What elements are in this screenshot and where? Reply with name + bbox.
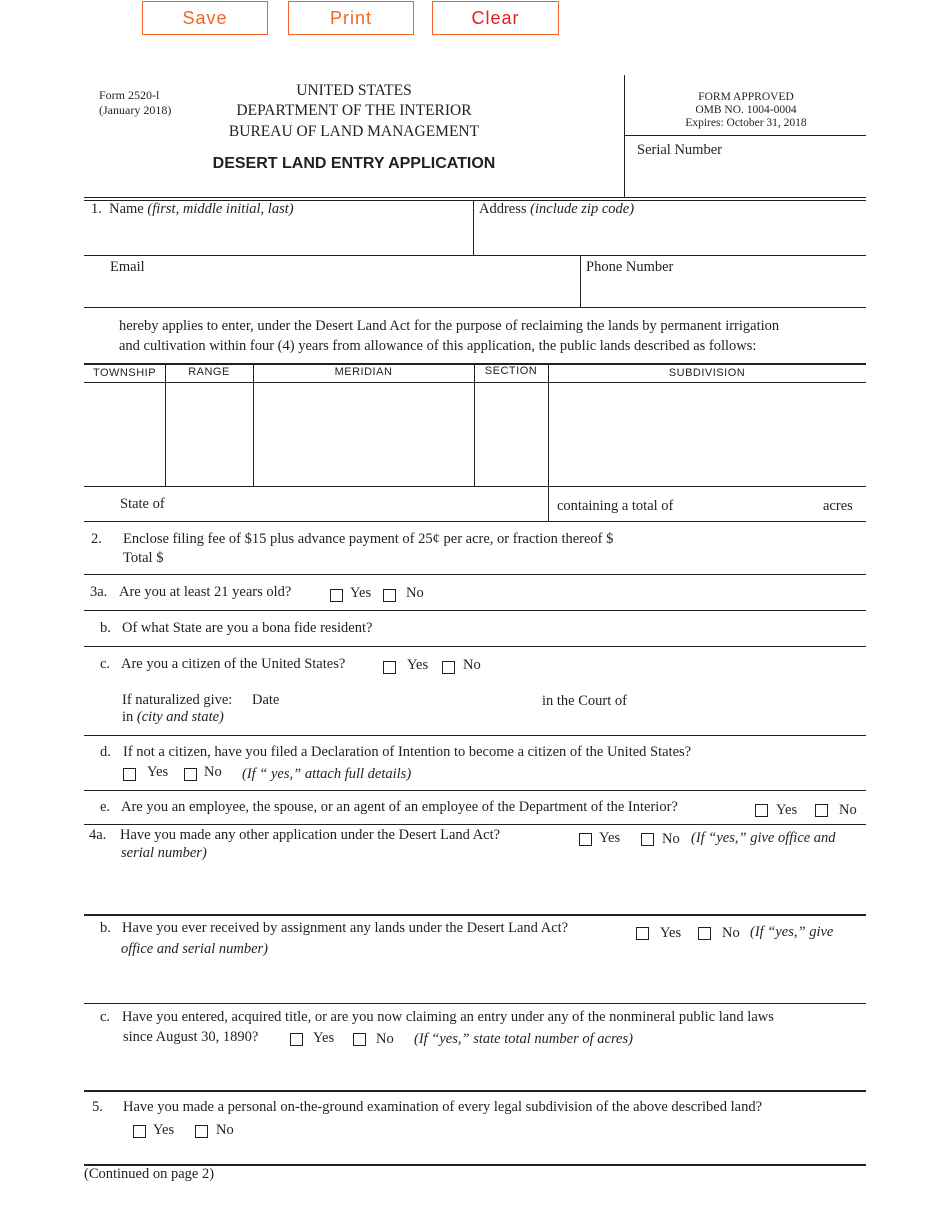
q3e-number: e. xyxy=(100,799,111,815)
rule xyxy=(84,382,866,383)
q3e-yes-checkbox[interactable] xyxy=(755,804,768,817)
q4c-no-label: No xyxy=(376,1031,394,1047)
advance-payment-input[interactable] xyxy=(650,529,860,551)
q3c-yes-checkbox[interactable] xyxy=(383,661,396,674)
form-title: DESERT LAND ENTRY APPLICATION xyxy=(212,155,496,172)
q4b-number: b. xyxy=(100,920,111,936)
form-date: (January 2018) xyxy=(99,103,172,117)
rule xyxy=(84,610,866,611)
rule xyxy=(474,365,475,487)
form-approved: FORM APPROVED xyxy=(698,91,794,103)
continued-note: (Continued on page 2) xyxy=(84,1166,215,1182)
rule xyxy=(84,574,866,575)
rule xyxy=(84,914,866,916)
col-section: SECTION xyxy=(484,365,538,377)
q3d-yes-label: Yes xyxy=(147,764,169,780)
q4c-number: c. xyxy=(100,1009,111,1025)
q3c-text: Are you a citizen of the United States? xyxy=(121,656,346,672)
rule xyxy=(84,1003,866,1004)
q3d-no-label: No xyxy=(204,764,222,780)
col-range: RANGE xyxy=(188,366,230,378)
section-input[interactable] xyxy=(477,386,545,482)
address-input[interactable] xyxy=(479,224,859,250)
rule xyxy=(84,824,866,825)
q3d-no-checkbox[interactable] xyxy=(184,768,197,781)
rule xyxy=(84,255,866,256)
q4b-text: Have you ever received by assignment any lands under the Desert Land Act? xyxy=(122,920,569,936)
total-fee-input[interactable] xyxy=(172,549,372,569)
q3d-hint: (If “ yes,” attach full details) xyxy=(242,766,412,782)
q3a-yes-label: Yes xyxy=(350,585,372,601)
form-number: Form 2520-l xyxy=(99,88,160,102)
rule xyxy=(84,790,866,791)
naturalization-date-label: Date xyxy=(252,692,280,708)
q5-number: 5. xyxy=(92,1099,103,1115)
q3d-text: If not a citizen, have you filed a Declaration of Intention to become a citizen of the United States? xyxy=(123,744,692,760)
phone-label: Phone Number xyxy=(586,259,674,275)
rule xyxy=(580,255,581,307)
total-acres-input[interactable] xyxy=(688,496,818,518)
q4a-number: 4a. xyxy=(89,827,107,843)
print-button[interactable]: Print xyxy=(288,1,414,35)
email-label: Email xyxy=(110,259,145,275)
rule xyxy=(84,646,866,647)
q3e-text: Are you an employee, the spouse, or an agent of an employee of the Department of the Interior? xyxy=(121,799,678,815)
omb-expiration: Expires: October 31, 2018 xyxy=(685,117,807,129)
q2-total-label: Total $ xyxy=(123,550,164,566)
q3e-yes-label: Yes xyxy=(776,802,798,818)
rule xyxy=(84,735,866,736)
subdivision-input[interactable] xyxy=(551,386,863,482)
resident-state-input[interactable] xyxy=(400,618,860,640)
q4a-details-input[interactable] xyxy=(121,867,861,909)
rule xyxy=(473,200,474,255)
address-label: Address (include zip code) xyxy=(479,201,635,217)
clear-button[interactable]: Clear xyxy=(432,1,559,35)
q4b-details-input[interactable] xyxy=(121,962,861,998)
q4c-text-1: Have you entered, acquired title, or are you now claiming an entry under any of the nonmineral public land laws xyxy=(122,1009,774,1025)
q3b-text: Of what State are you a bona fide resident? xyxy=(122,620,373,636)
range-input[interactable] xyxy=(168,386,250,482)
q2-number: 2. xyxy=(91,531,102,547)
phone-input[interactable] xyxy=(586,278,859,304)
q4a-yes-label: Yes xyxy=(599,830,621,846)
court-location-label: in (city and state) xyxy=(122,709,224,725)
rule xyxy=(253,365,254,487)
q3c-no-checkbox[interactable] xyxy=(442,661,455,674)
q5-yes-checkbox[interactable] xyxy=(133,1125,146,1138)
email-input[interactable] xyxy=(111,278,573,304)
q3d-yes-checkbox[interactable] xyxy=(123,768,136,781)
q2-text: Enclose filing fee of $15 plus advance payment of 25¢ per acre, or fraction thereof $ xyxy=(123,531,614,547)
header-divider xyxy=(624,75,625,198)
save-button[interactable]: Save xyxy=(142,1,268,35)
q3b-number: b. xyxy=(100,620,111,636)
serial-number-label: Serial Number xyxy=(637,142,722,158)
rule xyxy=(84,197,866,198)
q4a-no-label: No xyxy=(662,831,680,847)
q4c-hint: (If “yes,” state total number of acres) xyxy=(414,1031,633,1047)
q4b-hint-2: office and serial number) xyxy=(121,941,268,957)
intro-line-1: hereby applies to enter, under the Desert Land Act for the purpose of reclaiming the lands by permanent irrigation xyxy=(119,318,780,334)
q3c-number: c. xyxy=(100,656,111,672)
township-input[interactable] xyxy=(87,386,162,482)
q1-name-label: 1. Name (first, middle initial, last) xyxy=(91,201,294,217)
q4c-yes-checkbox[interactable] xyxy=(290,1033,303,1046)
q5-text: Have you made a personal on-the-ground examination of every legal subdivision of the above described land? xyxy=(123,1099,762,1115)
rule xyxy=(84,1090,866,1092)
state-of-label: State of xyxy=(120,496,165,512)
q4b-yes-checkbox[interactable] xyxy=(636,927,649,940)
col-meridian: MERIDIAN xyxy=(334,366,393,378)
q4b-yes-label: Yes xyxy=(660,925,682,941)
meridian-input[interactable] xyxy=(256,386,471,482)
q5-yes-label: Yes xyxy=(153,1122,175,1138)
q4a-no-checkbox[interactable] xyxy=(641,833,654,846)
q3e-no-label: No xyxy=(839,802,857,818)
q4c-text-2: since August 30, 1890? xyxy=(123,1029,259,1045)
serial-number-input[interactable] xyxy=(637,162,857,190)
naturalization-date-input[interactable] xyxy=(290,690,535,712)
rule xyxy=(548,365,549,522)
q5-no-checkbox[interactable] xyxy=(195,1125,208,1138)
rule xyxy=(165,365,166,487)
q4b-no-checkbox[interactable] xyxy=(698,927,711,940)
agency-line-2: DEPARTMENT OF THE INTERIOR xyxy=(236,102,472,119)
q3c-no-label: No xyxy=(463,657,481,673)
rule xyxy=(84,307,866,308)
q4a-hint-1: (If “yes,” give office and xyxy=(691,830,836,846)
q4b-no-label: No xyxy=(722,925,740,941)
q3a-no-label: No xyxy=(406,585,424,601)
q4a-text: Have you made any other application under the Desert Land Act? xyxy=(120,827,501,843)
q4c-no-checkbox[interactable] xyxy=(353,1033,366,1046)
q3a-number: 3a. xyxy=(90,584,108,600)
col-subdivision: SUBDIVISION xyxy=(668,367,746,379)
q4c-details-input[interactable] xyxy=(121,1053,861,1087)
rule xyxy=(84,521,866,522)
q4b-hint-1: (If “yes,” give xyxy=(750,924,834,940)
intro-line-2: and cultivation within four (4) years from allowance of this application, the public lands described as follows: xyxy=(119,338,757,354)
agency-line-3: BUREAU OF LAND MANAGEMENT xyxy=(228,123,480,140)
name-input[interactable] xyxy=(92,224,468,250)
rule xyxy=(624,135,866,136)
q4a-hint-2: serial number) xyxy=(121,845,207,861)
court-label: in the Court of xyxy=(542,693,627,709)
q4c-yes-label: Yes xyxy=(313,1030,335,1046)
q5-no-label: No xyxy=(216,1122,234,1138)
q3a-yes-checkbox[interactable] xyxy=(330,589,343,602)
naturalized-label: If naturalized give: xyxy=(122,692,233,708)
state-input[interactable] xyxy=(176,494,542,516)
acres-label: acres xyxy=(823,498,853,514)
q3a-no-checkbox[interactable] xyxy=(383,589,396,602)
rule xyxy=(84,486,866,487)
omb-number: OMB NO. 1004-0004 xyxy=(695,104,797,116)
q3e-no-checkbox[interactable] xyxy=(815,804,828,817)
court-city-input[interactable] xyxy=(236,710,856,730)
q3a-text: Are you at least 21 years old? xyxy=(119,584,292,600)
agency-line-1: UNITED STATES xyxy=(296,82,412,99)
total-acres-label: containing a total of xyxy=(557,498,674,514)
q4a-yes-checkbox[interactable] xyxy=(579,833,592,846)
q3d-number: d. xyxy=(100,744,111,760)
col-township: TOWNSHIP xyxy=(92,367,157,379)
q3c-yes-label: Yes xyxy=(407,657,429,673)
